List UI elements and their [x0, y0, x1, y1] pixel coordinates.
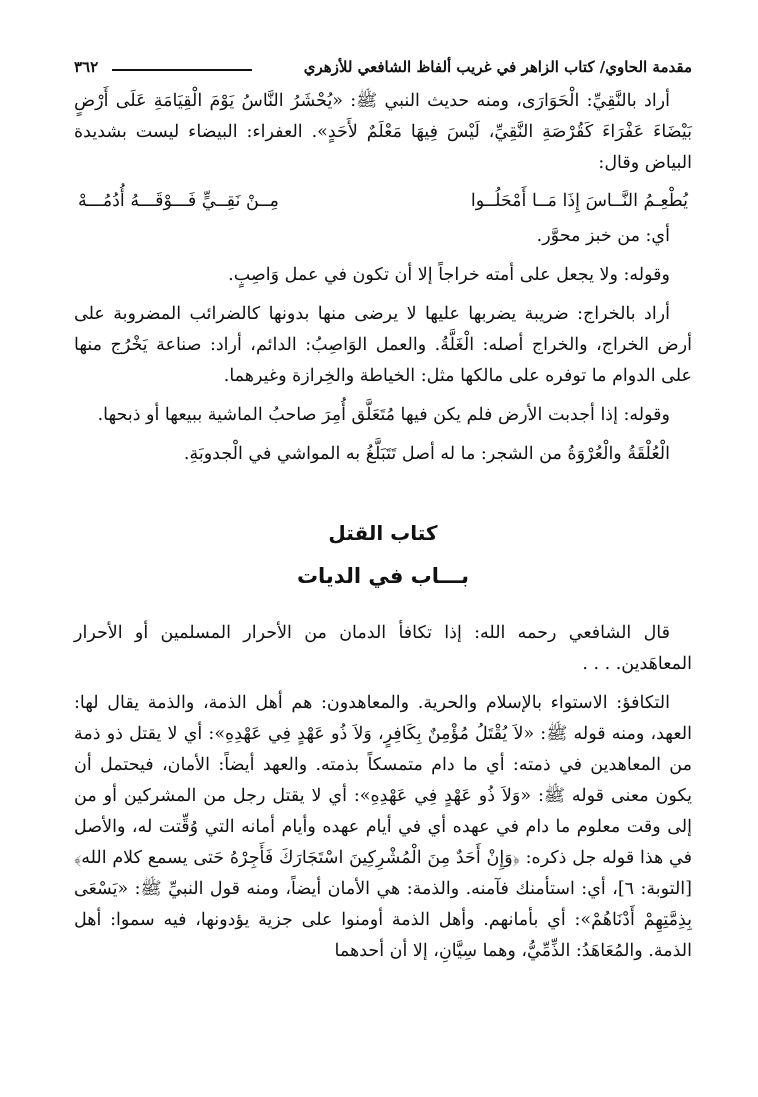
- header-title: مقدمة الحاوي/ كتاب الزاهر في غريب ألفاظ الشافعي للأزهري: [303, 58, 692, 76]
- paragraph-khubz: أي: من خبز محوَّر.: [536, 226, 670, 246]
- paragraph-ulqa-definition: الْعُلْقَةُ والْعُرْوَةُ من الشجر: ما له أصل تَتَبَلَّغُ به المواشي في الْجدوبَةِ.: [183, 444, 670, 464]
- header-rule: [112, 69, 252, 71]
- paragraph-shafii-quote: قال الشافعي رحمه الله: إذا تكافأ الدمان من الأحرار المسلمين أو الأحرار المعاهَدين. . . .: [74, 623, 692, 674]
- paragraph-hadith-naqi: أراد بالنَّقِيِّ: الْحَوَارَى، ومنه حديث النبي ﷺ: «يُحْشَرُ النَّاسُ يَوْمَ الْقِيَامَةِ عَلَى أَرْضٍ بَيْضَاءَ عَفْرَاءَ كَقُرْصَةِ النَّقِيِّ، لَيْسَ فِيهَا مَعْلَمٌ لأَحَدٍ». العفراء: البيضاء ليست بشديدة البياض وقال:: [74, 91, 692, 173]
- paragraph-kharaj-quote: وقوله: ولا يجعل على أمته خراجاً إلا أن تكون في عمل وَاصِبٍ.: [228, 265, 670, 285]
- chapter-title: بـــاب في الديات: [296, 564, 470, 588]
- document-page: [74, 52, 692, 1082]
- poetry-verse: [74, 185, 692, 217]
- running-header: [74, 52, 692, 86]
- verse-second-hemistich: مِــنْ نَقِــيٍّ فَـــوْقَـــهُ أُدُمُـــهْ: [78, 191, 279, 211]
- paragraph-kharaj-explanation: أراد بالخراج: ضريبة يضربها عليها لا يرضى منها بدونها كالضرائب المضروبة على أرض الخراج، والخراج أصله: الْغَلَّةُ. والعمل الوَاصِبُ: الدائم، أراد: صناعة يَخْرُج منها على الدوام ما توفره على مالكها مثل: الخياطة والخِرازة وغيرهما.: [74, 304, 692, 386]
- page-number: ٣٦٢: [74, 58, 99, 76]
- verse-first-hemistich: يُطْعِـمُ النَّــاسَ إِذَا مَــا أَمْحَلُــوا: [470, 191, 688, 211]
- paragraph-takafu-explanation: التكافؤ: الاستواء بالإسلام والحرية. والمعاهدون: هم أهل الذمة، والذمة يقال لها: العهد، ومنه قوله ﷺ: «لاَ يُقْتَلُ مُؤْمِنٌ بِكَافِرٍ، وَلاَ ذُو عَهْدٍ فِي عَهْدِهِ»: أي لا يقتل ذو ذمة من المعاهدين في ذمته: أي ما دام متمسكاً بذمته. والعهد أيضاً: الأمان، فيحتمل أن يكون معنى قوله ﷺ: «وَلاَ ذُو عَهْدٍ فِي عَهْدِهِ»: أي لا يقتل رجل من المشركين أو من إلى وقت معلوم ما دام في عهده أي في أيام عهده وأيام أمانه التي وُقِّتت له، والأصل في هذا قوله جل ذكره: ﴿وَإِنْ أَحَدٌ مِنَ الْمُشْرِكِينَ اسْتَجَارَكَ فَأَجِرْهُ حَتى يسمع كلام الله﴾ [التوبة: ٦]، أي: استأمنك فآمنه. والذمة: هي الأمان أيضاً، ومنه قول النبيِّ ﷺ: «يَسْعَى بِذِمَّتِهِمْ أَدْنَاهُمْ»: أي بأمانهم. وأهل الذمة أومنوا على جزية يؤدونها، فيه سموا: أهل الذمة. والمُعَاهَدُ: الذِّمِّيُّ، وهما سِيَّانِ، إلا أن أحدهما: [74, 693, 692, 961]
- book-title: كتاب القتل: [328, 521, 438, 545]
- paragraph-drought-quote: وقوله: إذا أجدبت الأرض فلم يكن فيها مُتَعَلَّق أُمِرَ صاحبُ الماشية ببيعها أو ذبحها.: [97, 405, 670, 425]
